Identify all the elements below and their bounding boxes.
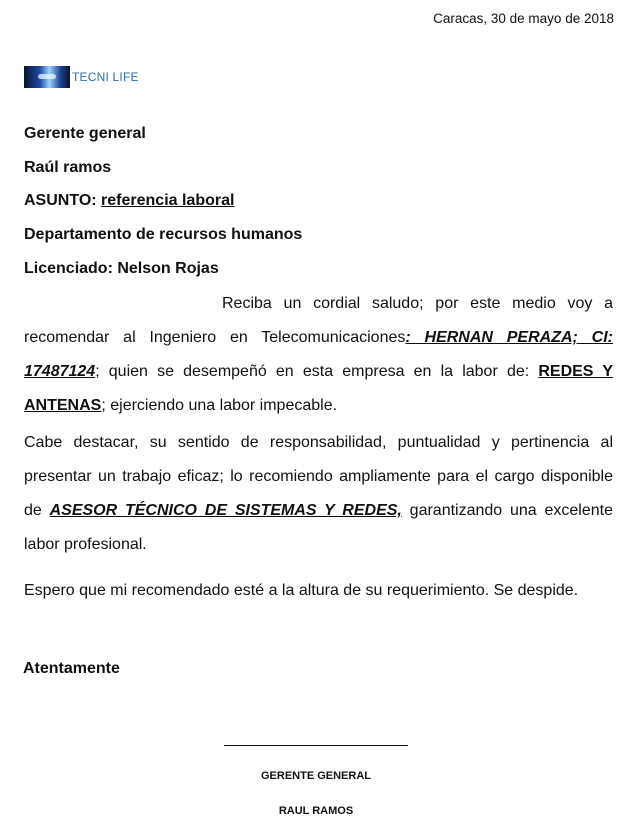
- recipient-name: Raúl ramos: [24, 159, 112, 176]
- logo-text: TECNI LIFE: [72, 70, 139, 84]
- recipient-title: Gerente general: [24, 125, 146, 142]
- closing-salutation: Atentamente: [23, 660, 120, 677]
- signature-title: GERENTE GENERAL: [260, 770, 371, 782]
- candidate-role: REDES Y ANTENAS: [24, 363, 614, 414]
- department-line: Departamento de recursos humanos: [24, 226, 303, 243]
- p2-text-2: garantizando una excelente labor profesional.: [24, 502, 613, 553]
- licenciado-line: Licenciado: Nelson Rojas: [24, 260, 219, 277]
- subject-label: ASUNTO:: [24, 192, 97, 209]
- target-position: ASESOR TÉCNICO DE SISTEMAS Y REDES,: [49, 502, 402, 519]
- paragraph-closing: Espero que mi recomendado esté a la altura de su requerimiento. Se despide.: [24, 582, 579, 599]
- p2-text-1: Cabe destacar, su sentido de responsabilidad, puntualidad y pertinencia al presentar un trabajo eficaz; lo recomiendo ampliamente para el cargo disponible de: [24, 434, 613, 519]
- p1-text-2: ; quien se desempeñó en esta empresa en la labor de:: [95, 363, 539, 380]
- paragraph-qualities: [24, 426, 613, 562]
- company-logo: [24, 66, 139, 88]
- subject-line: [24, 192, 234, 210]
- signature-line: [224, 745, 408, 746]
- p1-text-3: ; ejerciendo una labor impecable.: [101, 397, 338, 414]
- candidate-name-id: : HERNAN PERAZA; CI: 17487124: [24, 329, 614, 380]
- letter-date: Caracas, 30 de mayo de 2018: [433, 11, 614, 26]
- signature-name: RAUL RAMOS: [278, 805, 354, 817]
- p1-text-1: Reciba un cordial saludo; por este medio voy a recomendar al Ingeniero en Telecomunicaciones: [24, 295, 613, 346]
- paragraph-recommendation: [24, 287, 613, 423]
- subject-value: referencia laboral: [101, 192, 235, 209]
- logo-image: [24, 66, 70, 88]
